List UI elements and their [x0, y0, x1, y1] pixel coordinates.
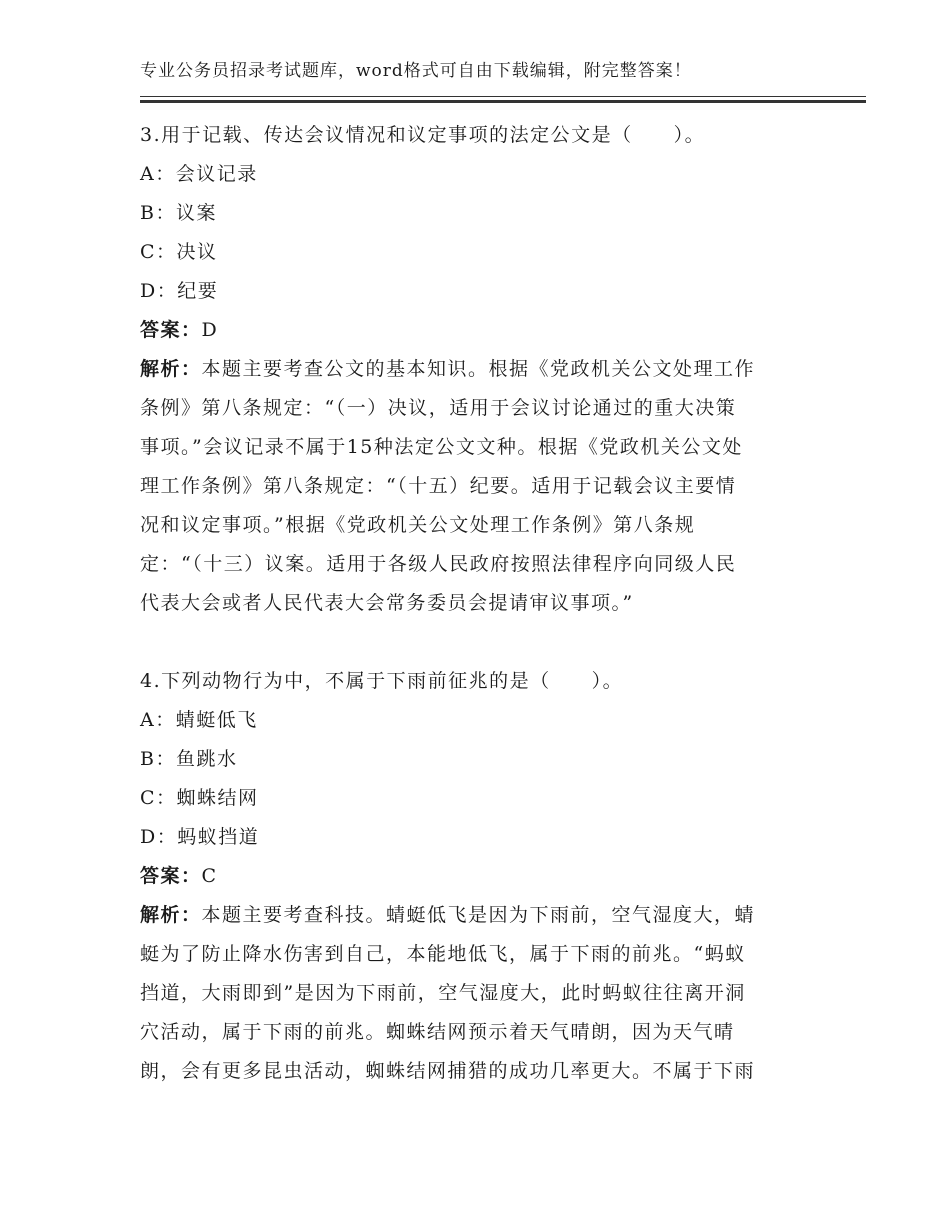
- q4-answer-value: C: [201, 865, 218, 887]
- q4-answer-label: 答案：: [140, 865, 202, 887]
- q3-option-b: B：议案: [140, 202, 217, 224]
- header-rule-thin: [140, 96, 866, 97]
- page-header: 专业公务员招录考试题库，word格式可自由下载编辑，附完整答案！: [140, 61, 692, 81]
- document-body: [140, 116, 820, 1091]
- q3-option-d: D：纪要: [140, 280, 219, 302]
- header-rule-thick: [140, 100, 866, 103]
- question-4: [140, 662, 820, 1091]
- question-gap: [140, 623, 820, 662]
- q3-analysis-label: 解析：: [140, 358, 202, 380]
- q4-option-b: B：鱼跳水: [140, 748, 238, 770]
- q4-analysis-line-1: [140, 896, 820, 935]
- q3-option-a: A：会议记录: [140, 163, 258, 185]
- q3-answer-value: D: [201, 319, 219, 341]
- q4-answer: [140, 857, 820, 896]
- q3-answer-label: 答案：: [140, 319, 202, 341]
- q4-analysis-line-2: 蜓为了防止降水伤害到自己，本能地低飞，属于下雨的前兆。“蚂蚁: [140, 943, 746, 965]
- q4-option-a: A：蜻蜓低飞: [140, 709, 258, 731]
- q4-analysis-line-3: 挡道，大雨即到”是因为下雨前，空气湿度大，此时蚂蚁往往离开洞: [140, 982, 746, 1004]
- q3-analysis-line-5: 况和议定事项。”根据《党政机关公文处理工作条例》第八条规: [140, 514, 696, 536]
- q3-analysis-line-3: 事项。”会议记录不属于15种法定公文文种。根据《党政机关公文处: [140, 436, 743, 458]
- q3-analysis-text: 本题主要考查公文的基本知识。根据《党政机关公文处理工作: [201, 358, 756, 380]
- q4-analysis-line-4: 穴活动，属于下雨的前兆。蜘蛛结网预示着天气晴朗，因为天气晴: [140, 1021, 735, 1043]
- question-4-text: 4.下列动物行为中，不属于下雨前征兆的是（ ）。: [140, 670, 624, 692]
- q4-option-d: D：蚂蚁挡道: [140, 826, 260, 848]
- q3-analysis-line-1: [140, 350, 820, 389]
- q4-analysis-text: 本题主要考查科技。蜻蜓低飞是因为下雨前，空气湿度大，蜻: [201, 904, 756, 926]
- q3-analysis-line-4: 理工作条例》第八条规定：“（十五）纪要。适用于记载会议主要情: [140, 475, 737, 497]
- question-3: [140, 116, 820, 623]
- q4-analysis-label: 解析：: [140, 904, 202, 926]
- q3-analysis-line-7: 代表大会或者人民代表大会常务委员会提请审议事项。”: [140, 592, 634, 614]
- q4-option-c: C：蜘蛛结网: [140, 787, 259, 809]
- q4-analysis-line-5: 朗，会有更多昆虫活动，蜘蛛结网捕猎的成功几率更大。不属于下雨: [140, 1060, 756, 1082]
- q3-answer: [140, 311, 820, 350]
- question-3-text: 3.用于记载、传达会议情况和议定事项的法定公文是（ ）。: [140, 124, 706, 146]
- q3-analysis-line-2: 条例》第八条规定：“（一）决议，适用于会议讨论通过的重大决策: [140, 397, 737, 419]
- q3-option-c: C：决议: [140, 241, 218, 263]
- q3-analysis-line-6: 定：“（十三）议案。适用于各级人民政府按照法律程序向同级人民: [140, 553, 737, 575]
